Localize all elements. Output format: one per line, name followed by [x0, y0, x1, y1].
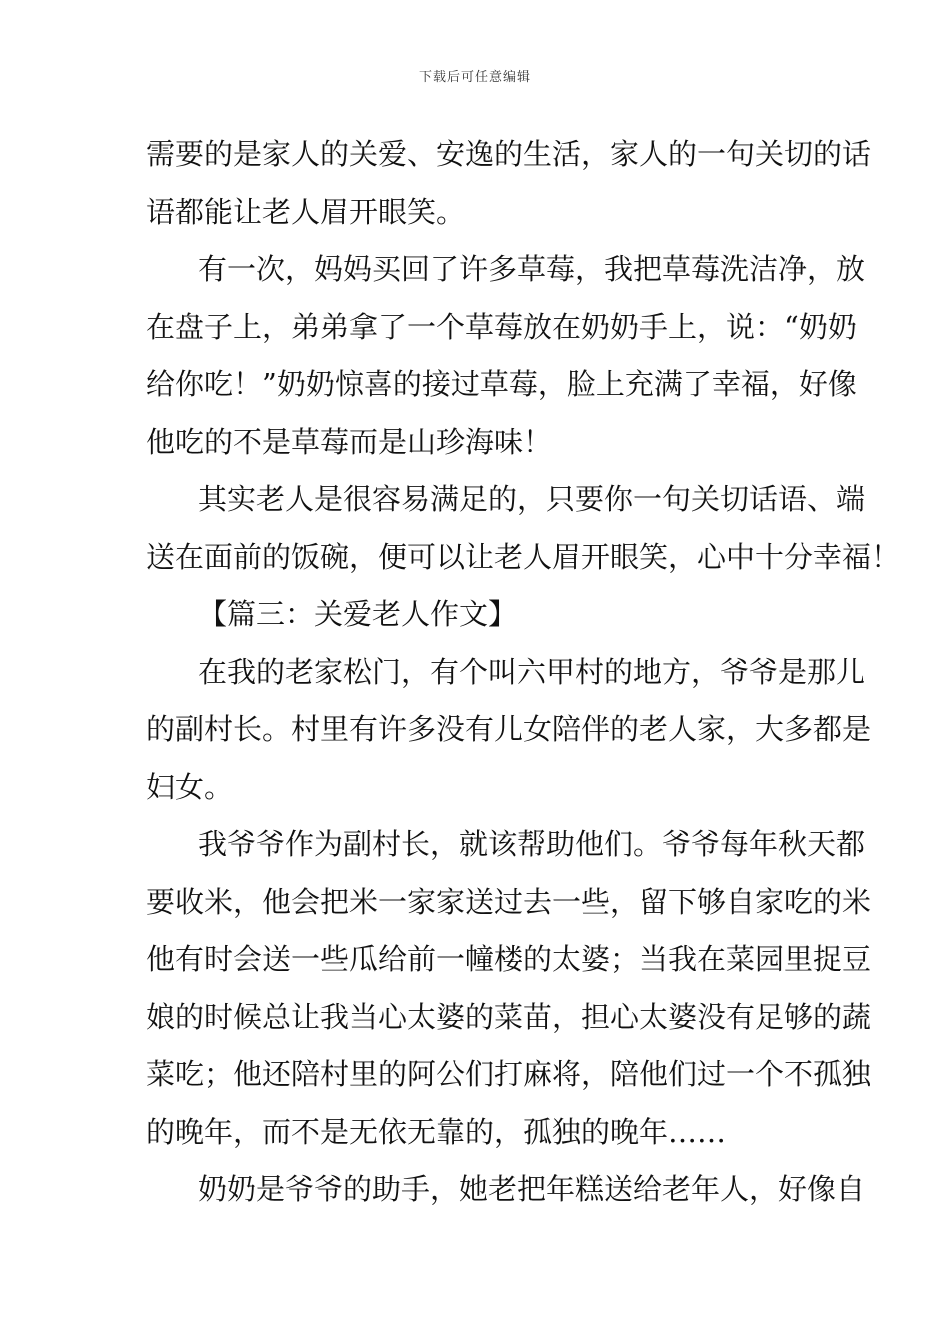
text-line: 我爷爷作为副村长，就该帮助他们。爷爷每年秋天都 — [198, 827, 866, 861]
text-line: 需要的是家人的关爱、安逸的生活，家人的一句关切的话 — [146, 137, 872, 171]
text-line: 有一次，妈妈买回了许多草莓，我把草莓洗洁净，放 — [198, 252, 866, 286]
text-line: 语都能让老人眉开眼笑。 — [146, 194, 466, 229]
text-line: 【篇三：关爱老人作文】 — [198, 597, 518, 631]
text-line: 的晚年，而不是无依无靠的，孤独的晚年…… — [146, 1114, 727, 1149]
text-line: 他有时会送一些瓜给前一幢楼的太婆；当我在菜园里捉豆 — [146, 942, 872, 976]
text-line: 给你吃！”奶奶惊喜的接过草莓，脸上充满了幸福，好像 — [146, 367, 857, 401]
text-line: 妇女。 — [146, 769, 234, 804]
text-line: 娘的时候总让我当心太婆的菜苗，担心太婆没有足够的蔬 — [146, 999, 872, 1034]
page-header: 下载后可任意编辑 — [418, 70, 531, 85]
document-body — [146, 126, 901, 1219]
text-line: 送在面前的饭碗，便可以让老人眉开眼笑，心中十分幸福！ — [146, 539, 901, 574]
text-line: 他吃的不是草莓而是山珍海味！ — [146, 424, 553, 459]
text-line: 其实老人是很容易满足的，只要你一句关切话语、端 — [198, 482, 866, 516]
text-line: 菜吃；他还陪村里的阿公们打麻将，陪他们过一个不孤独 — [146, 1057, 872, 1091]
text-line: 在我的老家松门，有个叫六甲村的地方，爷爷是那儿 — [198, 654, 866, 689]
text-line: 要收米，他会把米一家家送过去一些，留下够自家吃的米 — [146, 884, 872, 919]
text-line: 的副村长。村里有许多没有儿女陪伴的老人家，大多都是 — [146, 712, 872, 746]
text-line: 奶奶是爷爷的助手，她老把年糕送给老年人，好像自 — [198, 1172, 866, 1206]
text-line: 在盘子上，弟弟拿了一个草莓放在奶奶手上，说：“奶奶 — [146, 309, 857, 344]
